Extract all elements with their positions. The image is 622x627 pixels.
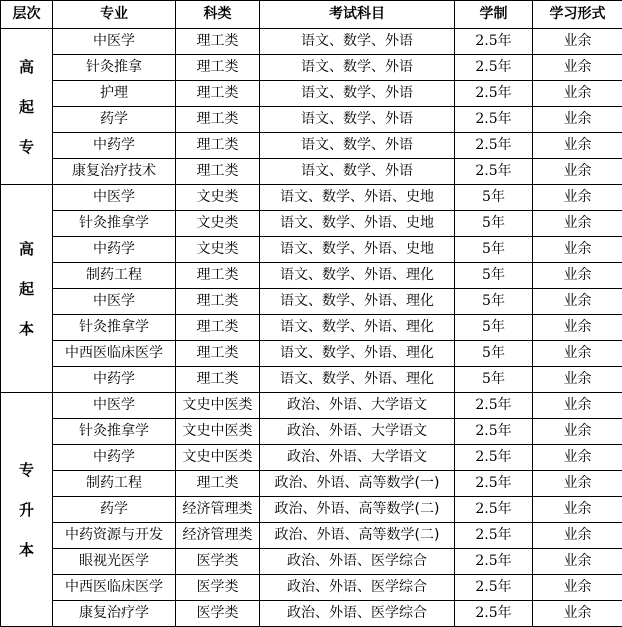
duration-cell: 2.5年	[455, 419, 533, 445]
mode-cell: 业余	[533, 185, 622, 211]
table-row	[1, 107, 622, 133]
duration-cell: 2.5年	[455, 133, 533, 159]
table-row	[1, 549, 622, 575]
major-cell: 中药学	[53, 367, 176, 393]
duration-cell: 5年	[455, 237, 533, 263]
category-cell: 理工类	[176, 29, 260, 55]
header-category: 科类	[176, 1, 260, 29]
duration-cell: 2.5年	[455, 107, 533, 133]
header-mode: 学习形式	[533, 1, 622, 29]
subjects-cell: 政治、外语、大学语文	[260, 419, 455, 445]
mode-cell: 业余	[533, 237, 622, 263]
header-subjects: 考试科目	[260, 1, 455, 29]
table-row	[1, 575, 622, 601]
category-cell: 文史类	[176, 211, 260, 237]
major-cell: 药学	[53, 497, 176, 523]
table-row	[1, 211, 622, 237]
category-cell: 医学类	[176, 575, 260, 601]
table-row	[1, 419, 622, 445]
mode-cell: 业余	[533, 575, 622, 601]
category-cell: 文史类	[176, 237, 260, 263]
category-cell: 理工类	[176, 107, 260, 133]
subjects-cell: 语文、数学、外语、史地	[260, 237, 455, 263]
duration-cell: 2.5年	[455, 29, 533, 55]
header-duration: 学制	[455, 1, 533, 29]
subjects-cell: 政治、外语、高等数学(二)	[260, 523, 455, 549]
duration-cell: 2.5年	[455, 471, 533, 497]
subjects-cell: 语文、数学、外语	[260, 29, 455, 55]
major-cell: 中西医临床医学	[53, 341, 176, 367]
header-major: 专业	[53, 1, 176, 29]
duration-cell: 2.5年	[455, 523, 533, 549]
major-cell: 康复治疗技术	[53, 159, 176, 185]
major-cell: 针灸推拿	[53, 55, 176, 81]
level-char: 专	[1, 450, 52, 490]
mode-cell: 业余	[533, 393, 622, 419]
subjects-cell: 政治、外语、医学综合	[260, 549, 455, 575]
table-row	[1, 55, 622, 81]
major-cell: 眼视光医学	[53, 549, 176, 575]
mode-cell: 业余	[533, 263, 622, 289]
subjects-cell: 政治、外语、医学综合	[260, 601, 455, 627]
table-row	[1, 393, 622, 419]
category-cell: 经济管理类	[176, 523, 260, 549]
duration-cell: 5年	[455, 341, 533, 367]
table-row	[1, 445, 622, 471]
major-cell: 针灸推拿学	[53, 315, 176, 341]
table-row	[1, 263, 622, 289]
subjects-cell: 政治、外语、大学语文	[260, 445, 455, 471]
major-cell: 针灸推拿学	[53, 419, 176, 445]
major-cell: 中药学	[53, 445, 176, 471]
table-row	[1, 29, 622, 55]
table-row	[1, 185, 622, 211]
table-row	[1, 601, 622, 627]
mode-cell: 业余	[533, 133, 622, 159]
table-row	[1, 471, 622, 497]
table-row	[1, 237, 622, 263]
level-cell	[1, 29, 53, 185]
table-row	[1, 289, 622, 315]
major-cell: 制药工程	[53, 263, 176, 289]
major-cell: 中医学	[53, 29, 176, 55]
level-char: 起	[1, 269, 52, 309]
subjects-cell: 语文、数学、外语	[260, 159, 455, 185]
subjects-cell: 语文、数学、外语	[260, 55, 455, 81]
category-cell: 文史中医类	[176, 419, 260, 445]
mode-cell: 业余	[533, 341, 622, 367]
category-cell: 理工类	[176, 367, 260, 393]
category-cell: 文史类	[176, 185, 260, 211]
duration-cell: 5年	[455, 315, 533, 341]
duration-cell: 5年	[455, 211, 533, 237]
category-cell: 理工类	[176, 315, 260, 341]
level-cell	[1, 185, 53, 393]
major-cell: 中西医临床医学	[53, 575, 176, 601]
major-cell: 中医学	[53, 393, 176, 419]
duration-cell: 5年	[455, 367, 533, 393]
category-cell: 文史中医类	[176, 393, 260, 419]
subjects-cell: 政治、外语、高等数学(二)	[260, 497, 455, 523]
subjects-cell: 语文、数学、外语、理化	[260, 341, 455, 367]
major-cell: 护理	[53, 81, 176, 107]
table-row	[1, 159, 622, 185]
category-cell: 文史中医类	[176, 445, 260, 471]
table-row	[1, 81, 622, 107]
major-cell: 康复治疗学	[53, 601, 176, 627]
category-cell: 理工类	[176, 81, 260, 107]
duration-cell: 2.5年	[455, 393, 533, 419]
category-cell: 理工类	[176, 55, 260, 81]
level-char: 起	[1, 87, 52, 127]
level-char: 高	[1, 47, 52, 87]
category-cell: 理工类	[176, 133, 260, 159]
major-cell: 中医学	[53, 289, 176, 315]
level-char: 本	[1, 530, 52, 570]
major-cell: 药学	[53, 107, 176, 133]
table-row	[1, 497, 622, 523]
subjects-cell: 语文、数学、外语	[260, 81, 455, 107]
table-row	[1, 341, 622, 367]
subjects-cell: 政治、外语、大学语文	[260, 393, 455, 419]
mode-cell: 业余	[533, 29, 622, 55]
subjects-cell: 语文、数学、外语、理化	[260, 263, 455, 289]
mode-cell: 业余	[533, 419, 622, 445]
table-row	[1, 133, 622, 159]
level-char: 升	[1, 490, 52, 530]
duration-cell: 5年	[455, 263, 533, 289]
category-cell: 理工类	[176, 263, 260, 289]
mode-cell: 业余	[533, 367, 622, 393]
subjects-cell: 政治、外语、医学综合	[260, 575, 455, 601]
subjects-cell: 语文、数学、外语	[260, 107, 455, 133]
level-char: 本	[1, 309, 52, 349]
mode-cell: 业余	[533, 107, 622, 133]
mode-cell: 业余	[533, 601, 622, 627]
category-cell: 医学类	[176, 549, 260, 575]
duration-cell: 2.5年	[455, 81, 533, 107]
duration-cell: 2.5年	[455, 159, 533, 185]
major-cell: 中药资源与开发	[53, 523, 176, 549]
category-cell: 理工类	[176, 471, 260, 497]
duration-cell: 2.5年	[455, 601, 533, 627]
duration-cell: 2.5年	[455, 575, 533, 601]
mode-cell: 业余	[533, 159, 622, 185]
category-cell: 理工类	[176, 159, 260, 185]
subjects-cell: 语文、数学、外语、理化	[260, 315, 455, 341]
subjects-cell: 语文、数学、外语、史地	[260, 211, 455, 237]
category-cell: 理工类	[176, 341, 260, 367]
major-cell: 中医学	[53, 185, 176, 211]
mode-cell: 业余	[533, 445, 622, 471]
mode-cell: 业余	[533, 55, 622, 81]
mode-cell: 业余	[533, 497, 622, 523]
subjects-cell: 政治、外语、高等数学(一)	[260, 471, 455, 497]
category-cell: 理工类	[176, 289, 260, 315]
level-char: 专	[1, 127, 52, 167]
major-cell: 中药学	[53, 237, 176, 263]
category-cell: 经济管理类	[176, 497, 260, 523]
subjects-cell: 语文、数学、外语、史地	[260, 185, 455, 211]
duration-cell: 2.5年	[455, 55, 533, 81]
mode-cell: 业余	[533, 523, 622, 549]
duration-cell: 5年	[455, 289, 533, 315]
subjects-cell: 语文、数学、外语	[260, 133, 455, 159]
table-row	[1, 523, 622, 549]
header-row	[1, 1, 622, 29]
header-level: 层次	[1, 1, 53, 29]
duration-cell: 2.5年	[455, 445, 533, 471]
level-char: 高	[1, 229, 52, 269]
table-row	[1, 367, 622, 393]
table-row	[1, 315, 622, 341]
level-cell	[1, 393, 53, 627]
subjects-cell: 语文、数学、外语、理化	[260, 367, 455, 393]
mode-cell: 业余	[533, 549, 622, 575]
duration-cell: 2.5年	[455, 549, 533, 575]
duration-cell: 2.5年	[455, 497, 533, 523]
mode-cell: 业余	[533, 81, 622, 107]
major-cell: 中药学	[53, 133, 176, 159]
subjects-cell: 语文、数学、外语、理化	[260, 289, 455, 315]
major-cell: 针灸推拿学	[53, 211, 176, 237]
category-cell: 医学类	[176, 601, 260, 627]
mode-cell: 业余	[533, 289, 622, 315]
mode-cell: 业余	[533, 211, 622, 237]
mode-cell: 业余	[533, 315, 622, 341]
duration-cell: 5年	[455, 185, 533, 211]
major-cell: 制药工程	[53, 471, 176, 497]
mode-cell: 业余	[533, 471, 622, 497]
